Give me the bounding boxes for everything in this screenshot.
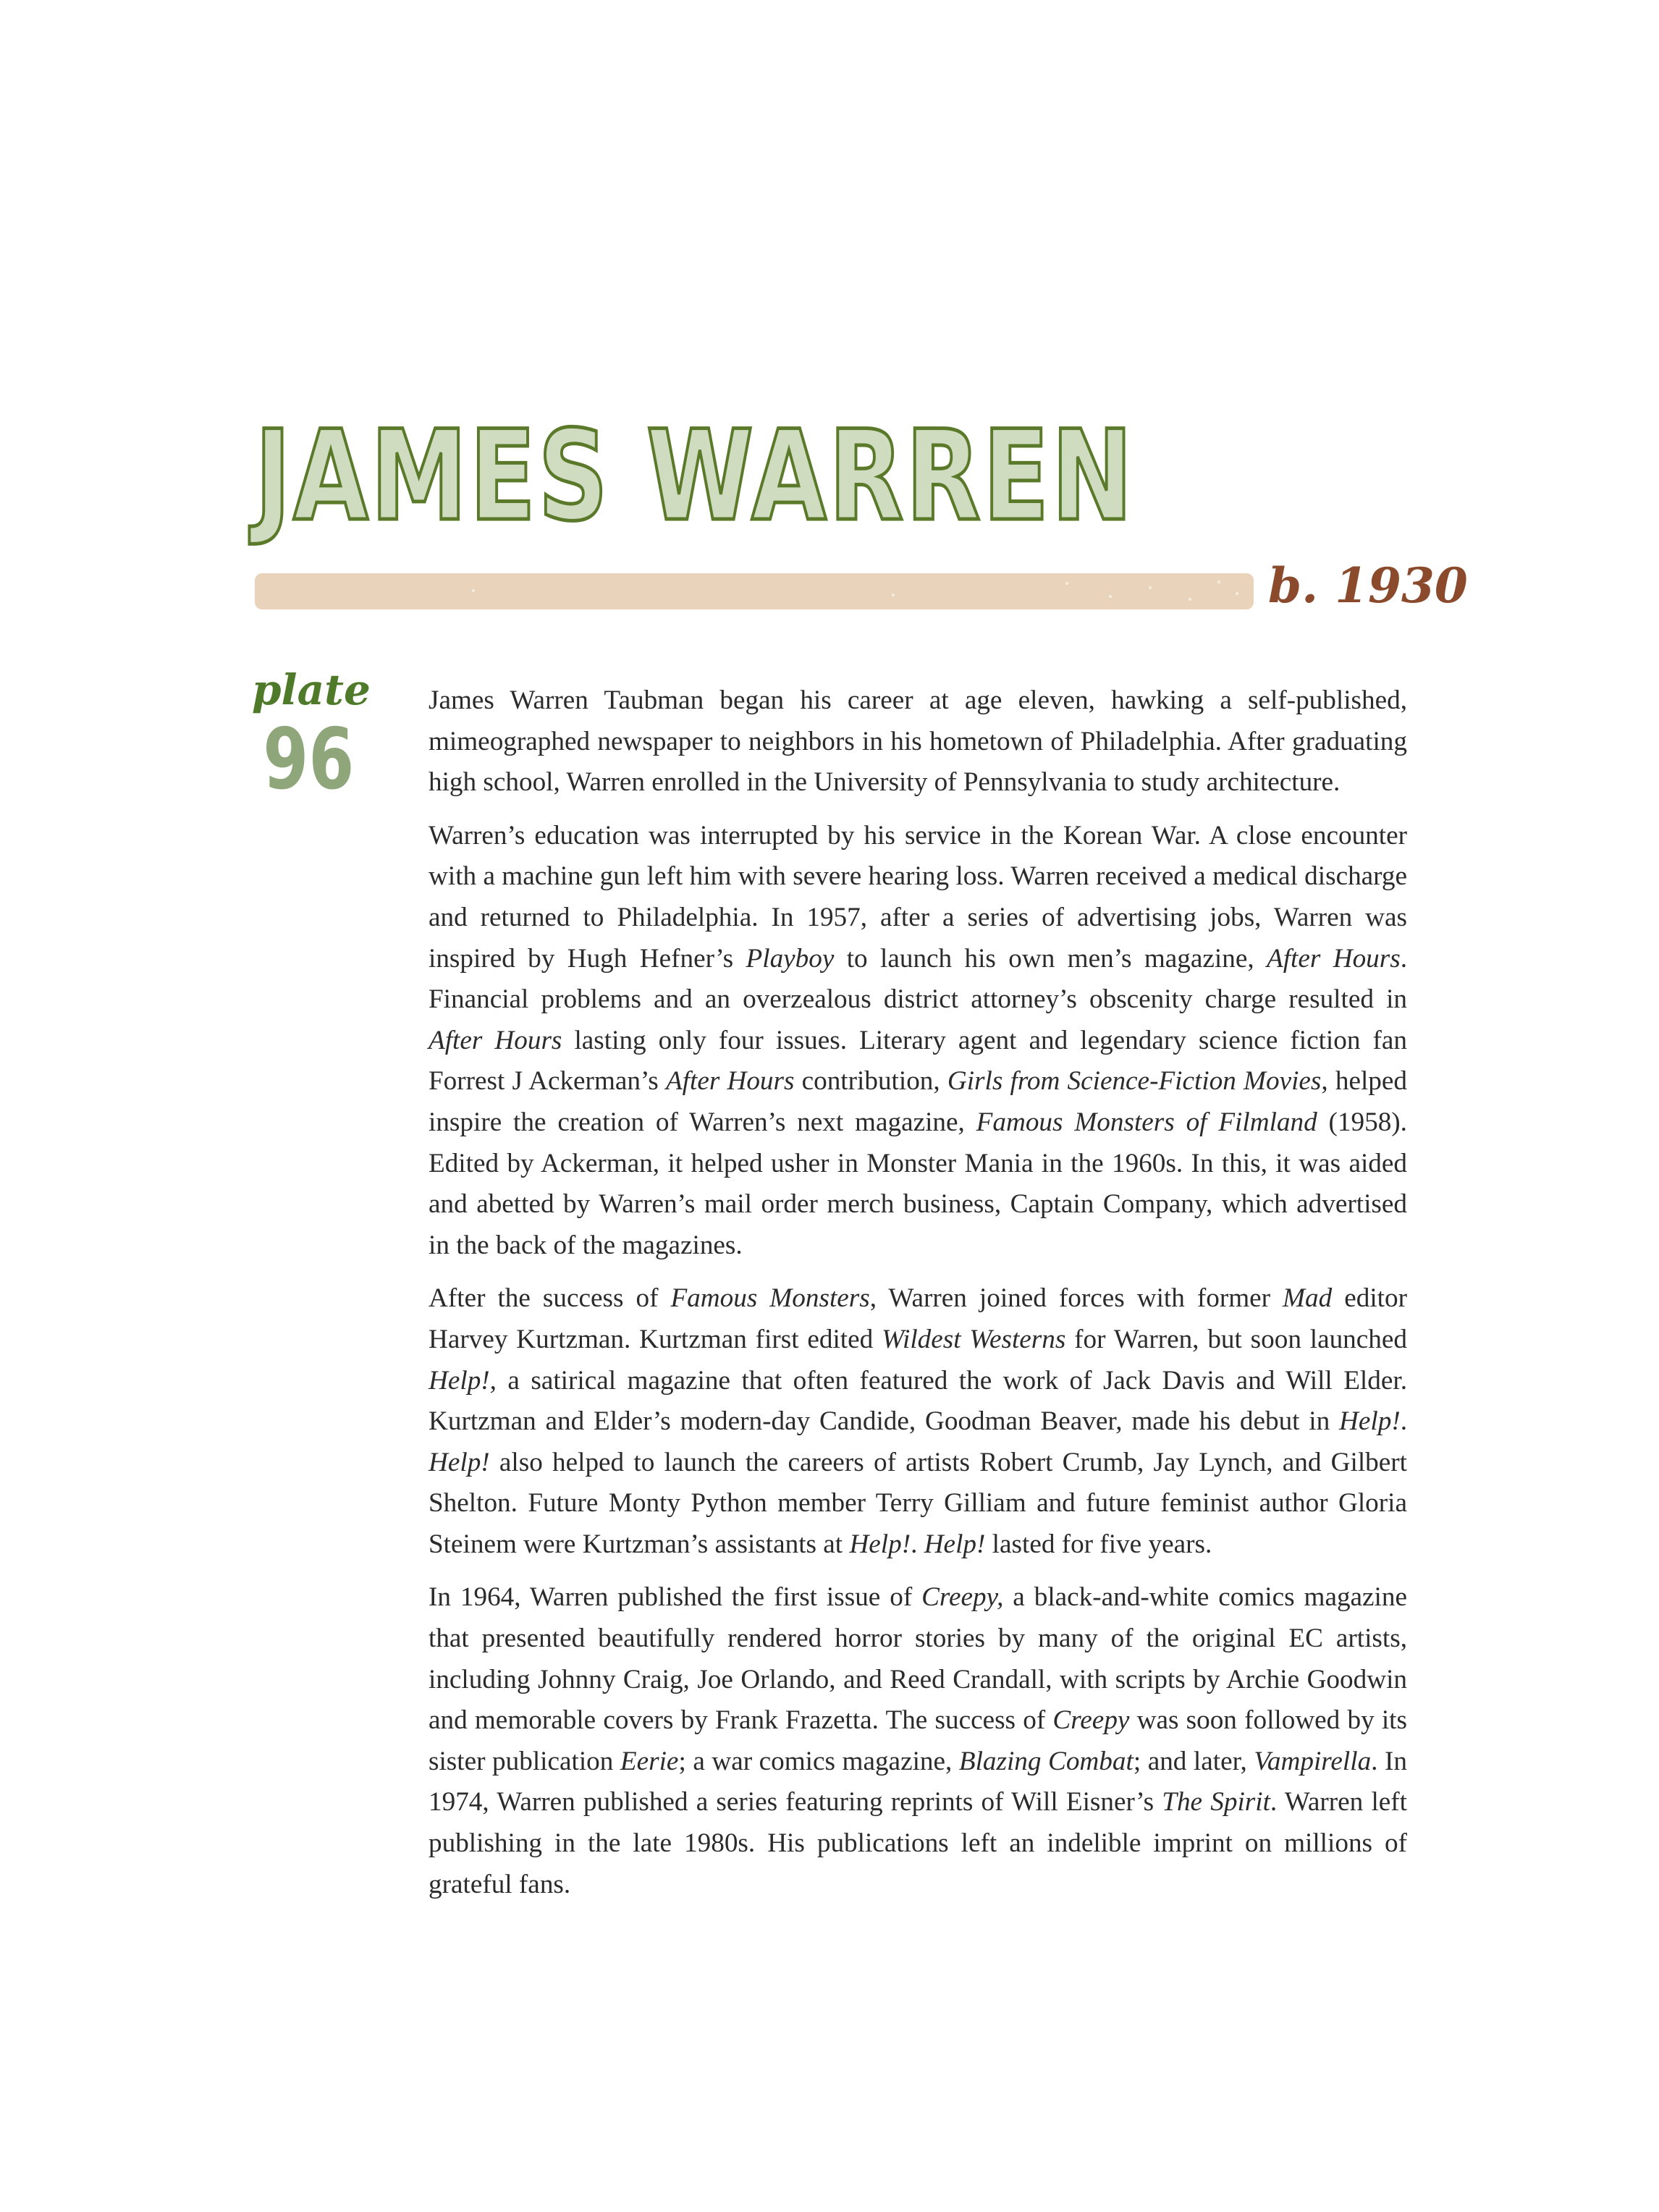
italic-title: Vampirella [1254,1746,1372,1776]
text-run: Warren’s education was interrupted by his service in the Korean War. A close encounter with a machine gun left him with severe hearing loss. Warren received a medical discharge and returned to Philadelphia. In 1957, after a series of advertising jobs, Warren was inspired by Hugh Hefner’s [429,820,1407,974]
text-run: was soon followed by its sister publication [429,1705,1407,1776]
biography-text [429,680,1407,1917]
italic-title: Help! [924,1529,986,1559]
text-run: also helped to launch the careers of artists Robert Crumb, Jay Lynch, and Gilbert Shelton. Future Monty Python member Terry Gilliam and future feminist author Gloria Steinem were Kurtzman’s assistants at [429,1447,1407,1559]
text-run: ; a war comics magazine, [678,1746,959,1776]
text-run: ; and later, [1133,1746,1254,1776]
italic-title: Girls from Science-Fiction Movies [947,1066,1322,1097]
text-run: to launch his own men’s magazine, [834,943,1267,974]
text-run: lasted for five years. [985,1529,1212,1559]
italic-title: Mad [1283,1283,1333,1314]
text-run: a satirical magazine that often featured the work of Jack Davis and Will Elder. Kurtzman and Elder’s modern-day Candide, Goodman Beaver, made his debut in [429,1365,1407,1437]
italic-title: Creepy [1052,1705,1130,1736]
italic-title: Playboy [746,943,835,974]
text-run: a black-and-white comics magazine that presented beautifully rendered horror stories by many of the original EC artists, including Johnny Craig, Joe Orlando, and Reed Crandall, with scripts by Archie Goodwin and memorable covers by Frank Frazetta. The success of [429,1582,1407,1736]
text-run: contribution, [794,1066,947,1097]
italic-title: After Hours [665,1066,795,1097]
text-run: . Warren left publishing in the late 1980s. His publications left an indelible imprint on millions of grateful fans. [429,1787,1408,1899]
text-run: (1958). Edited by Ackerman, it helped usher in Monster Mania in the 1960s. In this, it was aided and abetted by Warren’s mail order merch business, Captain Company, which advertised in the back of the magazines. [429,1107,1407,1260]
italic-title: Help!, [429,1365,497,1396]
text-run: . [911,1529,924,1559]
text-run: James Warren Taubman began his career at age eleven, hawking a self-published, mimeographed newspaper to neighbors in his hometown of Philadelphia. After graduating high school, Warren enrolled in the University of Pennsylvania to study architecture. [429,685,1407,798]
paragraph [429,680,1407,803]
paragraph [429,1278,1407,1565]
text-run: After the success of [429,1283,671,1314]
text-run: In 1964, Warren published the first issue of [429,1582,922,1613]
italic-title: The Spirit [1162,1787,1270,1818]
italic-title: Wildest Westerns [882,1324,1066,1354]
italic-title: Eerie [620,1746,679,1776]
text-run: , helped inspire the creation of Warren’s next magazine, [429,1066,1407,1137]
title-underline-rule [255,573,1254,609]
page-title: JAMES WARREN [255,403,1135,549]
paragraph [429,816,1407,1267]
italic-title: Creepy, [921,1582,1004,1613]
italic-title: Famous Monsters of Filmland [976,1107,1317,1137]
text-run: for Warren, but soon launched [1065,1324,1407,1354]
text-run: . Financial problems and an overzealous district attorney’s obscenity charge resulted in [429,943,1408,1015]
plate-number: 96 [263,711,355,809]
italic-title: After Hours [1267,943,1401,974]
plate-label: plate [252,665,371,714]
text-run: editor Harvey Kurtzman. Kurtzman first edited [429,1283,1407,1354]
italic-title: Famous Monsters [670,1283,870,1314]
text-run: . [1400,1406,1407,1437]
italic-title: Help! [849,1529,911,1559]
italic-title: Blazing Combat [958,1746,1134,1776]
italic-title: After Hours [429,1025,562,1055]
text-run: , Warren joined forces with former [869,1283,1283,1314]
italic-title: Help! [429,1447,490,1477]
text-run: . In 1974, Warren published a series featuring reprints of Will Eisner’s [429,1746,1407,1818]
text-run: lasting only four issues. Literary agent and legendary science fiction fan Forrest J Ackerman’s [429,1025,1407,1097]
birth-year: b. 1930 [1268,557,1468,614]
paragraph [429,1577,1407,1905]
italic-title: Help! [1339,1406,1401,1437]
